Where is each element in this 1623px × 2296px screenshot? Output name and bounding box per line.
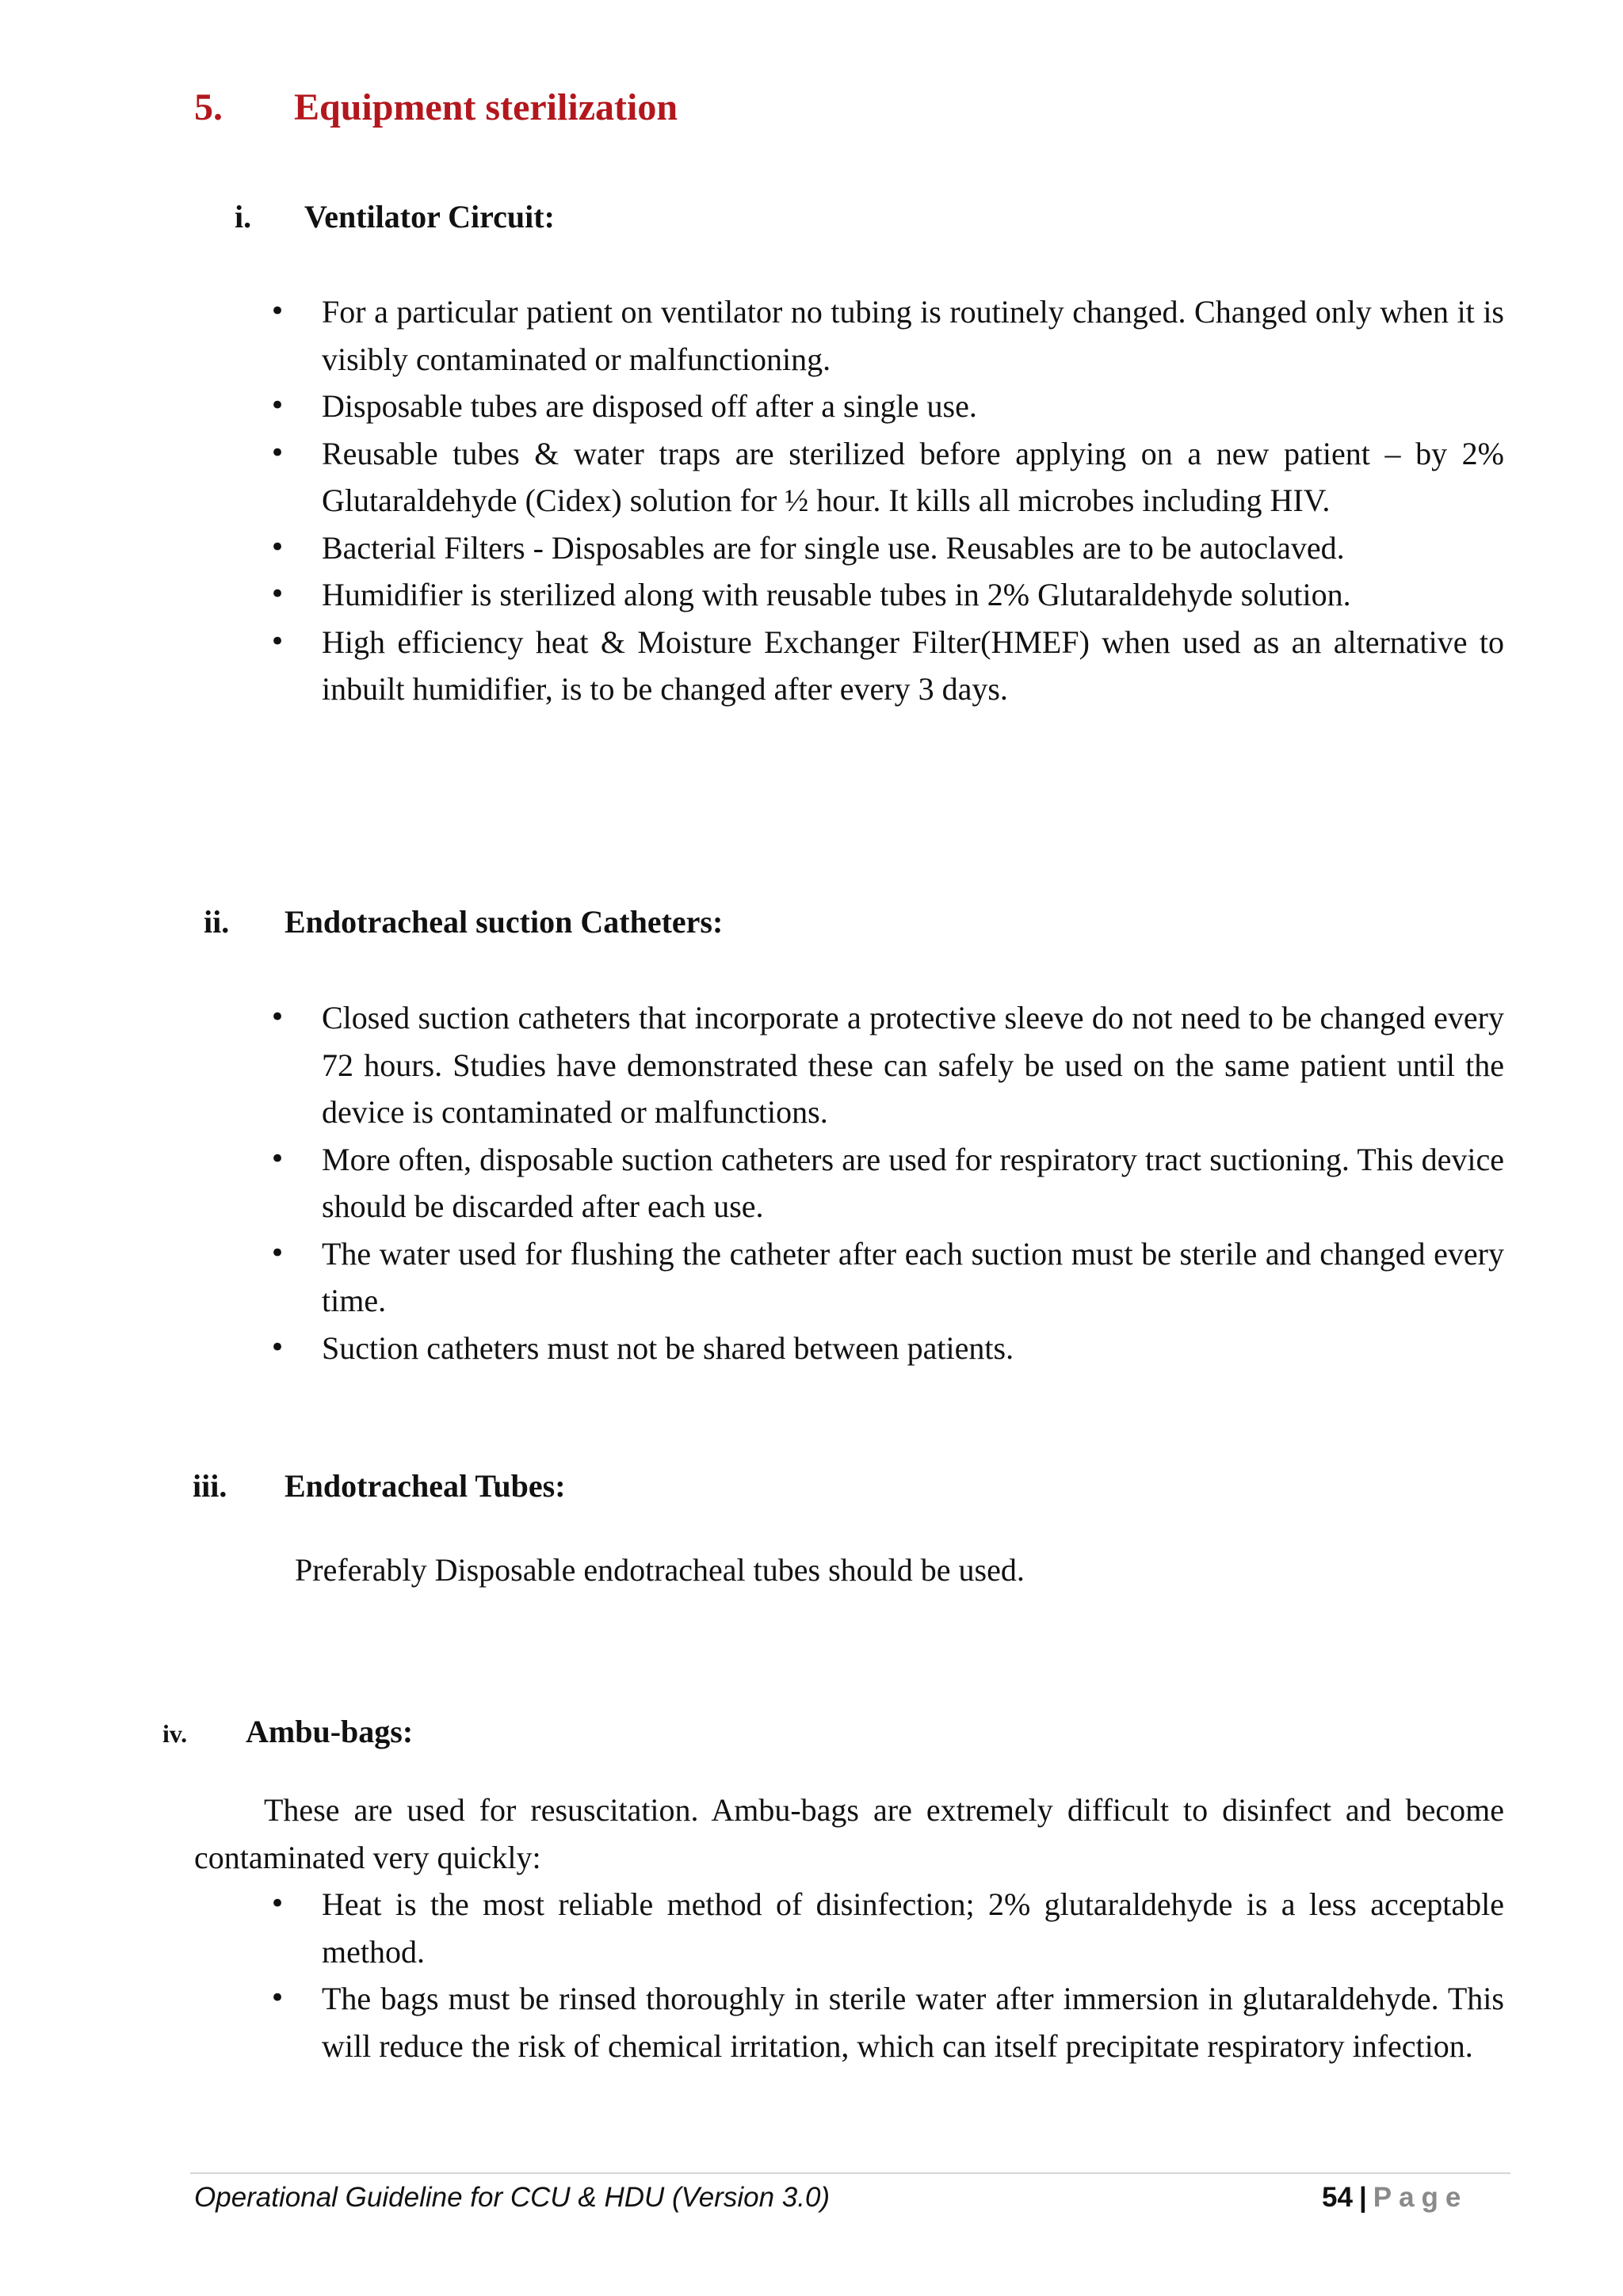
footer-divider	[190, 2172, 1510, 2174]
subsection-number: ii.	[204, 904, 230, 940]
ventilator-circuit-list	[269, 288, 1504, 713]
list-item: • For a particular patient on ventilator no tubing is routinely changed. Changed only when it is visibly contaminated or malfunctioning.	[269, 288, 1504, 383]
subsection-title: Endotracheal suction Catheters:	[285, 904, 724, 940]
ambu-bags-list	[269, 1881, 1504, 2069]
subsection-heading-suction-catheters	[204, 903, 723, 940]
subsection-number: i.	[235, 199, 252, 235]
page-number: 54	[1322, 2182, 1353, 2213]
section-number: 5.	[194, 86, 223, 128]
list-item: • Closed suction catheters that incorporate a protective sleeve do not need to be changed every 72 hours. Studies have demonstrated these can safely be used on the same patient until the device is contaminated or malfunctions.	[269, 994, 1504, 1136]
ambu-bags-intro: These are used for resuscitation. Ambu-bags are extremely difficult to disinfect and become contaminated very quickly:	[194, 1792, 1504, 1875]
page-label: Page	[1373, 2182, 1468, 2213]
suction-catheters-list	[269, 994, 1504, 1371]
list-item: • Bacterial Filters - Disposables are for single use. Reusables are to be autoclaved.	[269, 524, 1504, 572]
list-item: • The bags must be rinsed thoroughly in sterile water after immersion in glutaraldehyde. This will reduce the risk of chemical irritation, which can itself precipitate respiratory infection.	[269, 1975, 1504, 2069]
list-item: • Reusable tubes & water traps are sterilized before applying on a new patient – by 2% Glutaraldehyde (Cidex) solution for ½ hour. It kills all microbes including HIV.	[269, 430, 1504, 524]
subsection-heading-ventilator-circuit	[235, 198, 555, 235]
endotracheal-tubes-text: Preferably Disposable endotracheal tubes should be used.	[295, 1552, 1025, 1588]
list-item: • Suction catheters must not be shared between patients.	[269, 1325, 1504, 1372]
section-title: Equipment sterilization	[294, 86, 678, 128]
subsection-title: Ventilator Circuit:	[304, 199, 555, 235]
subsection-title: Ambu-bags:	[246, 1714, 414, 1749]
subsection-number: iii.	[193, 1468, 227, 1504]
list-item: • Disposable tubes are disposed off after a single use.	[269, 383, 1504, 430]
subsection-heading-ambu-bags	[162, 1713, 413, 1750]
footer-document-title: Operational Guideline for CCU & HDU (Version 3.0)	[194, 2182, 831, 2213]
list-item: • More often, disposable suction catheters are used for respiratory tract suctioning. This device should be discarded after each use.	[269, 1136, 1504, 1230]
subsection-heading-endotracheal-tubes	[193, 1467, 566, 1505]
list-item: • High efficiency heat & Moisture Exchanger Filter(HMEF) when used as an alternative to inbuilt humidifier, is to be changed after every 3 days.	[269, 619, 1504, 713]
footer-page-number	[1322, 2182, 1468, 2214]
page-separator: |	[1358, 2182, 1367, 2213]
section-heading	[194, 86, 678, 129]
list-item: • The water used for flushing the catheter after each suction must be sterile and changed every time.	[269, 1230, 1504, 1325]
list-item: • Humidifier is sterilized along with reusable tubes in 2% Glutaraldehyde solution.	[269, 571, 1504, 619]
subsection-number: iv.	[162, 1719, 188, 1748]
list-item: • Heat is the most reliable method of disinfection; 2% glutaraldehyde is a less acceptable method.	[269, 1881, 1504, 1975]
subsection-title: Endotracheal Tubes:	[285, 1468, 566, 1504]
